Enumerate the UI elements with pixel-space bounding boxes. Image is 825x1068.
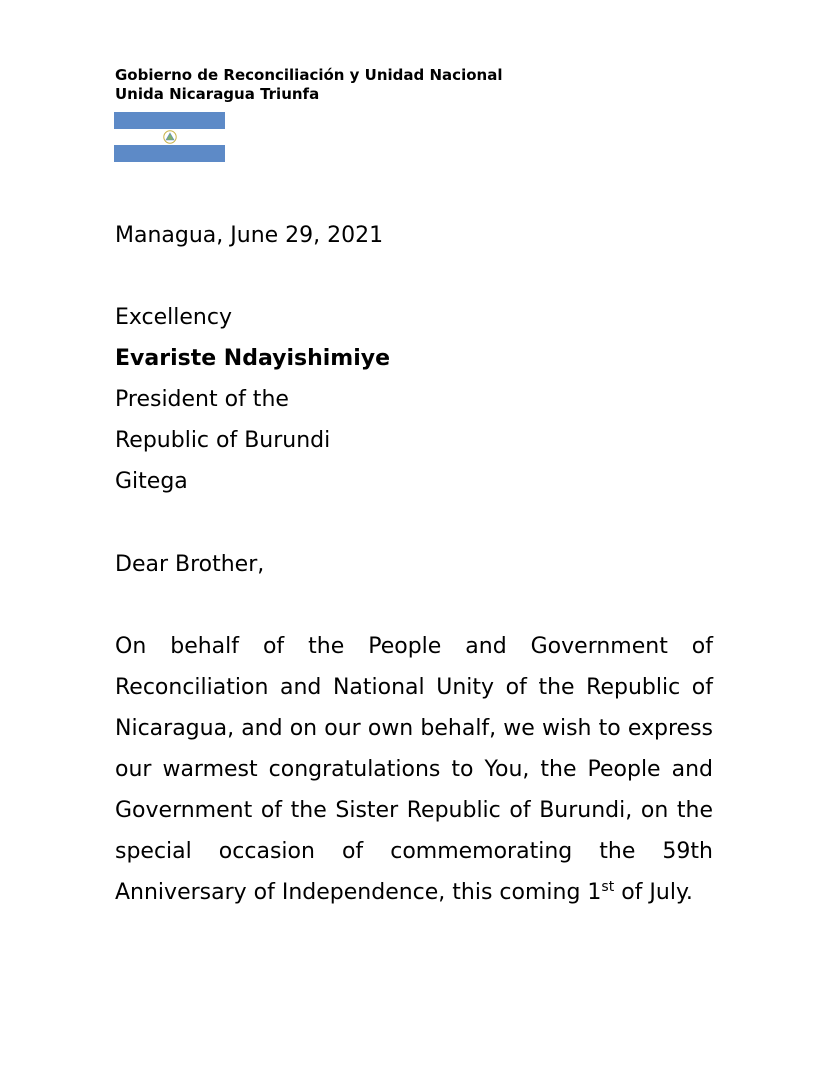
addressee-position-line1: President of the [115, 387, 289, 412]
body-ending: of July. [614, 880, 693, 905]
coat-of-arms-icon [163, 130, 177, 144]
body-text: On behalf of the People and Government of Reconciliation and National Unity of the Republic of Nicaragua, and on our own behalf, we wish to express our warmest congratulations to You, the People and Government of the Sister Republic of Burundi, on the special occasion of commemorating the 59th Anniversary of Independence, this coming 1 [115, 634, 713, 905]
flag-bottom-band [114, 145, 225, 162]
addressee-title: Excellency [115, 305, 232, 330]
salutation: Dear Brother, [115, 552, 265, 577]
addressee-block [115, 297, 713, 502]
ordinal-superscript: st [601, 879, 615, 895]
addressee-city: Gitega [115, 469, 188, 494]
flag-middle-band [114, 129, 225, 146]
letterhead-motto: Unida Nicaragua Triunfa [115, 85, 320, 103]
flag-top-band [114, 112, 225, 129]
letterhead-government-name: Gobierno de Reconciliación y Unidad Nacional [115, 66, 503, 84]
letter-date: Managua, June 29, 2021 [115, 223, 384, 248]
letterhead [115, 66, 502, 104]
addressee-name: Evariste Ndayishimiye [115, 346, 391, 371]
addressee-position-line2: Republic of Burundi [115, 428, 331, 453]
nicaragua-flag [114, 112, 225, 162]
letter-body-paragraph [115, 626, 713, 913]
